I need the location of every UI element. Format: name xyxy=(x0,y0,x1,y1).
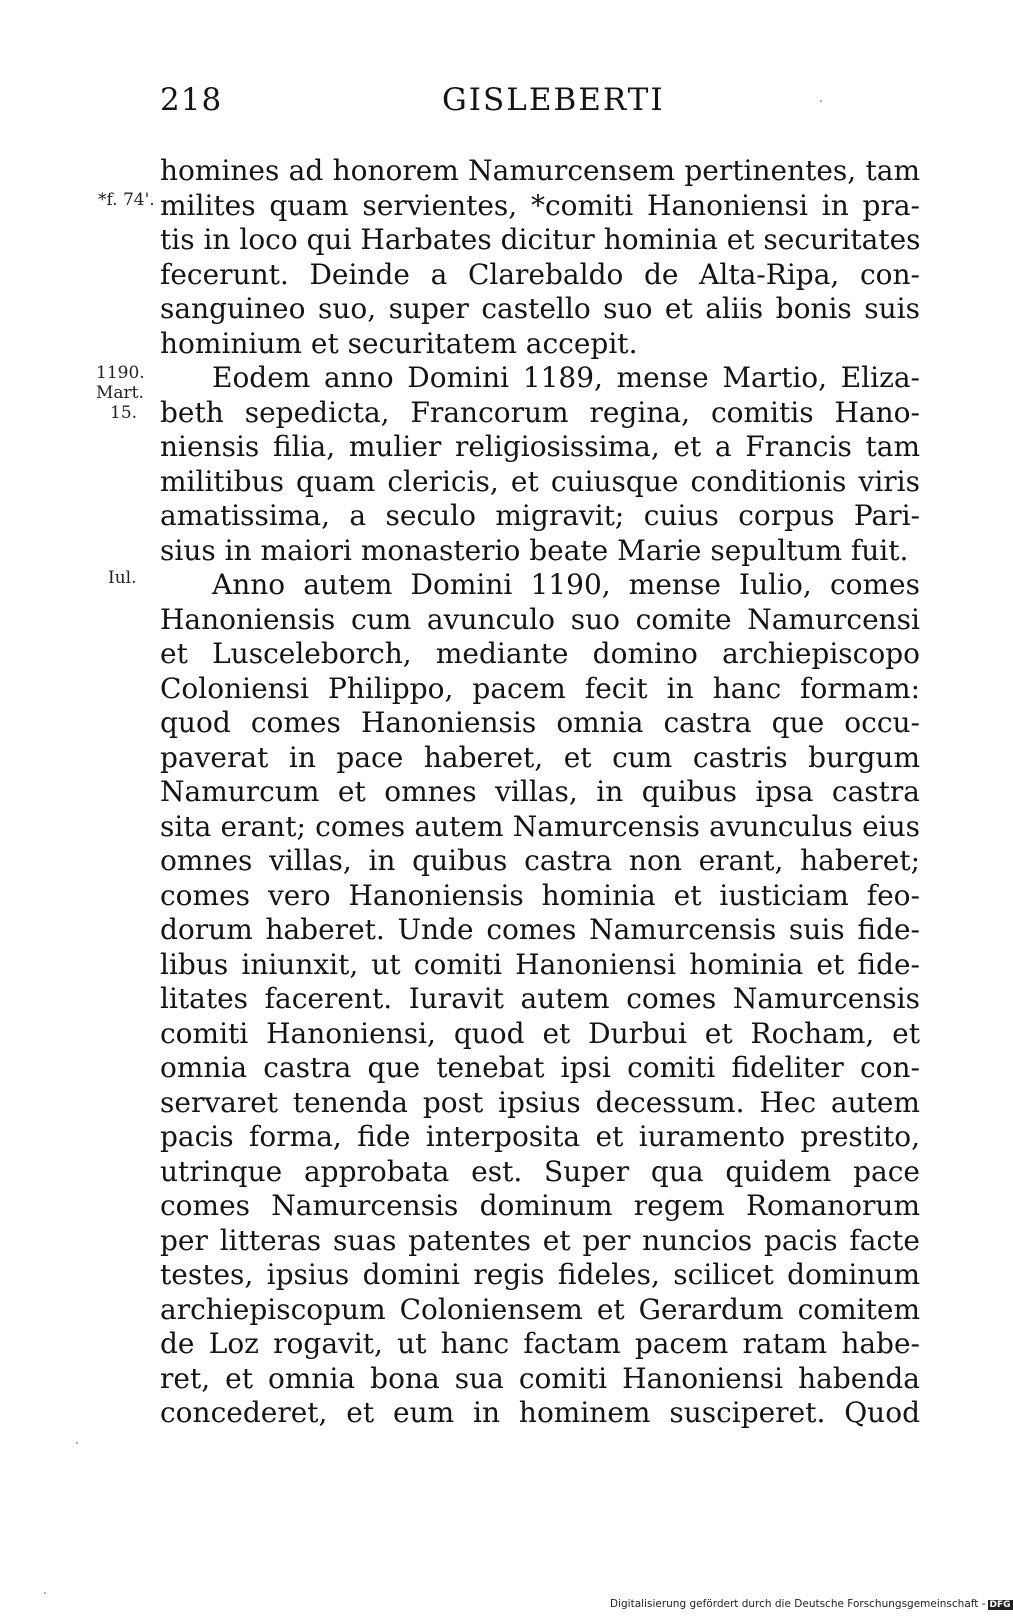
text-line: sius in maiori monasterio beate Marie sepultum fuit. xyxy=(160,533,909,567)
text-line: Namurcum et omnes villas, in quibus ipsa castra xyxy=(160,775,920,808)
margin-note-folio: *f. 74'. xyxy=(98,190,155,210)
margin-note-month: Mart. xyxy=(96,383,144,403)
text-line: omnes villas, in quibus castra non erant, haberet; xyxy=(160,844,920,877)
text-line: Anno autem Domini 1190, mense Iulio, comes xyxy=(212,568,920,601)
text-line: comiti Hanoniensi, quod et Durbui et Rocham, et xyxy=(160,1016,920,1050)
digitization-credit xyxy=(610,1598,1013,1610)
scan-speck xyxy=(44,1592,46,1594)
credit-text: Digitalisierung gefördert durch die Deutsche Forschungsgemeinschaft - xyxy=(610,1598,986,1610)
text-line: concederet, et eum in hominem susciperet. Quod xyxy=(160,1396,920,1429)
margin-note-year: 1190. xyxy=(96,363,145,383)
text-line: militibus quam clericis, et cuiusque conditionis viris xyxy=(160,464,920,498)
text-line: niensis filia, mulier religiosissima, et a Francis tam xyxy=(160,430,920,463)
text-line: et Lusceleborch, mediante domino archiepiscopo xyxy=(160,637,920,670)
text-line: quod comes Hanoniensis omnia castra que occu- xyxy=(160,706,920,739)
text-line: Hanoniensis cum avunculo suo comite Namurcensi xyxy=(160,602,920,636)
text-line: comes vero Hanoniensis hominia et iusticiam feo- xyxy=(160,878,920,912)
text-line: pacis forma, fide interposita et iuramento prestito, xyxy=(160,1120,920,1153)
running-head: GISLEBERTI xyxy=(442,82,665,118)
text-line: testes, ipsius domini regis fideles, scilicet dominum xyxy=(160,1258,920,1291)
body-text xyxy=(160,154,920,1431)
text-line: Eodem anno Domini 1189, mense Martio, Eliza- xyxy=(212,361,920,394)
text-line: Coloniensi Philippo, pacem fecit in hanc formam: xyxy=(160,671,920,705)
text-line: paverat in pace haberet, et cum castris burgum xyxy=(160,740,920,774)
text-line: amatissima, a seculo migravit; cuius corpus Pari- xyxy=(160,499,920,532)
text-line: beth sepedicta, Francorum regina, comitis Hano- xyxy=(160,395,920,429)
text-line: sanguineo suo, super castello suo et aliis bonis suis xyxy=(160,292,920,325)
text-line: hominium et securitatem accepit. xyxy=(160,326,638,360)
text-line: homines ad honorem Namurcensem pertinentes, tam xyxy=(160,154,920,187)
text-line: omnia castra que tenebat ipsi comiti fideliter con- xyxy=(160,1051,920,1084)
dfg-logo: DFG xyxy=(989,1600,1011,1610)
scan-speck xyxy=(76,1442,78,1444)
margin-note-day: 15. xyxy=(110,403,138,423)
text-line: milites quam servientes, *comiti Hanoniensi in pra- xyxy=(160,188,920,222)
text-line: utrinque approbata est. Super qua quidem pace xyxy=(160,1154,920,1188)
scan-speck xyxy=(820,100,822,102)
page-number: 218 xyxy=(160,82,223,118)
text-line: libus iniunxit, ut comiti Hanoniensi hominia et fide- xyxy=(160,947,920,981)
text-line: archiepiscopum Coloniensem et Gerardum comitem xyxy=(160,1292,920,1326)
text-line: litates facerent. Iuravit autem comes Namurcensis xyxy=(160,982,920,1015)
text-line: sita erant; comes autem Namurcensis avunculus eius xyxy=(160,809,920,843)
text-line: dorum haberet. Unde comes Namurcensis suis fide- xyxy=(160,913,920,946)
text-line: servaret tenenda post ipsius decessum. Hec autem xyxy=(160,1085,920,1119)
page-header xyxy=(160,82,920,122)
text-line: per litteras suas patentes et per nuncios pacis facte xyxy=(160,1223,920,1257)
text-line: fecerunt. Deinde a Clarebaldo de Alta-Ripa, con- xyxy=(160,257,920,291)
text-line: comes Namurcensis dominum regem Romanorum xyxy=(160,1189,920,1222)
text-line: ret, et omnia bona sua comiti Hanoniensi habenda xyxy=(160,1361,920,1395)
text-line: de Loz rogavit, ut hanc factam pacem ratam habe- xyxy=(160,1327,920,1360)
text-line: tis in loco qui Harbates dicitur hominia et securitates xyxy=(160,223,921,256)
margin-note-month-july: Iul. xyxy=(108,568,137,588)
